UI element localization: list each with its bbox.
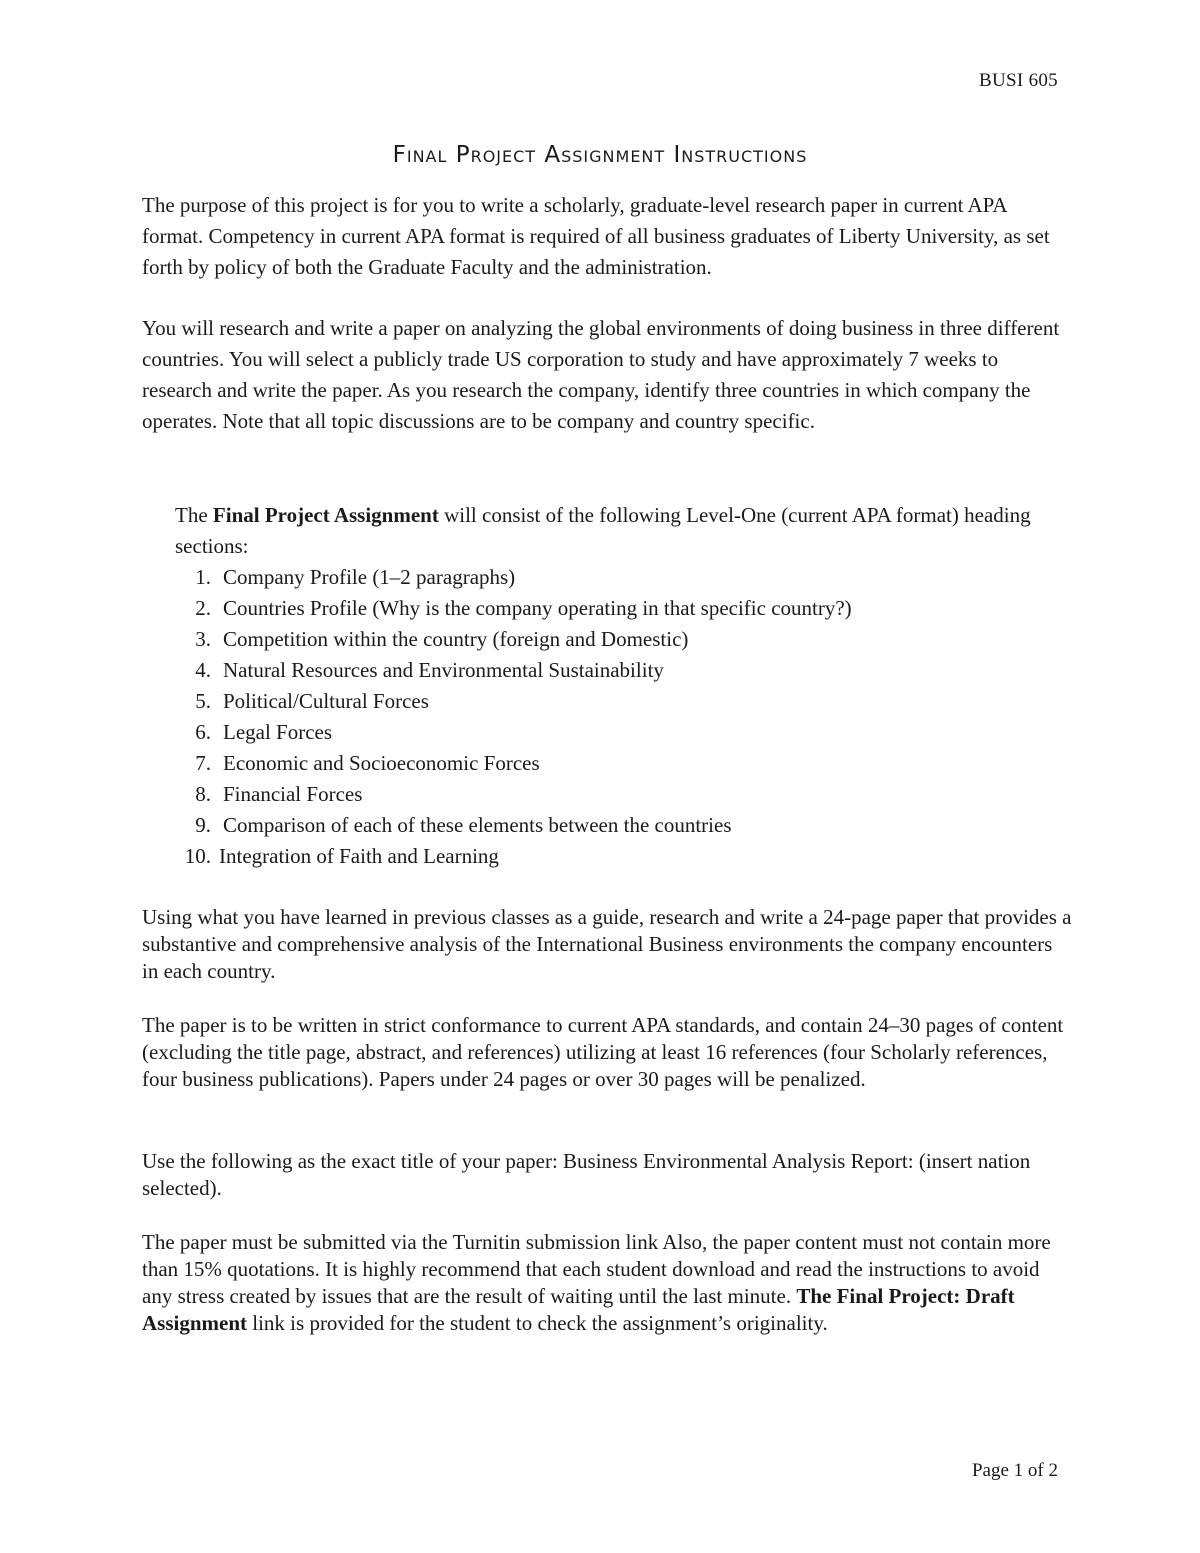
list-item [170,810,852,841]
list-label: Economic and Socioeconomic Forces [223,751,540,775]
list-label: Integration of Faith and Learning [219,844,499,868]
paper-title-paragraph: Use the following as the exact title of your paper: Business Environmental Analysis Report: (insert nation selected). [142,1149,1031,1200]
list-number: 3. [195,627,211,651]
list-label: Countries Profile (Why is the company operating in that specific country?) [223,596,852,620]
course-code: BUSI 605 [979,70,1058,91]
list-label: Legal Forces [223,720,333,744]
list-label: Comparison of each of these elements between the countries [223,813,732,837]
instructions-lead-text: The [175,503,213,527]
purpose-paragraph: The purpose of this project is for you to write a scholarly, graduate-level research paper in current APA format. Competency in current APA format is required of all business graduates of Liberty University, as set forth by policy of both the Graduate Faculty and the administration. [142,193,1050,279]
list-label: Political/Cultural Forces [223,689,429,713]
analysis-paragraph: Using what you have learned in previous classes as a guide, research and write a 24-page paper that provides a substantive and comprehensive analysis of the International Business environments the company encounters in each country. [142,905,1072,983]
heading-sections-list [170,562,852,872]
list-item [170,655,852,686]
instructions-bold-text: Final Project Assignment [212,503,439,527]
list-number: 4. [195,658,211,682]
page-number: Page 1 of 2 [971,1460,1058,1481]
list-label: Natural Resources and Environmental Sustainability [223,658,664,682]
list-number: 7. [195,751,211,775]
list-item [170,562,852,593]
submission-paragraph [142,1229,1072,1337]
list-number: 1. [195,565,211,589]
draft-assignment-link-text: The Final Project: Draft Assignment [142,1284,1015,1335]
research-paragraph: You will research and write a paper on analyzing the global environments of doing business in three different countries. You will select a publicly trade US corporation to study and have approximately 7 weeks to research and write the paper. As you research the company, identify three countries in which company the operates. Note that all topic discussions are to be company and country specific. [142,316,1060,433]
submission-text-a: The paper must be submitted via the Turnitin submission link Also, the paper content must not contain more than 15% quotations. It is highly recommend that each student download and read the instructions to avoid any stress created by issues that are the result of waiting until the last minute. [142,1230,1051,1308]
list-item [170,717,852,748]
list-label: Company Profile (1–2 paragraphs) [223,565,516,589]
list-item [170,841,852,872]
list-item [170,686,852,717]
submission-text-b: link is provided for the student to check the assignment’s originality. [247,1311,828,1335]
apa-standards-paragraph: The paper is to be written in strict conformance to current APA standards, and contain 24–30 pages of content (excluding the title page, abstract, and references) utilizing at least 16 references (four Scholarly references, four business publications). Papers under 24 pages or over 30 pages will be penalized. [142,1013,1064,1091]
list-number: 2. [195,596,211,620]
list-number: 6. [195,720,211,744]
list-item [170,624,852,655]
list-label: Financial Forces [223,782,363,806]
list-label: Competition within the country (foreign and Domestic) [223,627,689,651]
instructions-lead [175,500,1075,562]
list-item [170,593,852,624]
list-number: 5. [195,689,211,713]
list-item [170,748,852,779]
list-number: 10. [184,844,211,868]
instructions-rest-text: will consist of the following Level-One (current APA format) heading sections: [175,503,1031,558]
list-number: 9. [195,813,211,837]
list-number: 8. [195,782,211,806]
list-item [170,779,852,810]
document-title: Final Project Assignment Instructions [392,142,808,168]
